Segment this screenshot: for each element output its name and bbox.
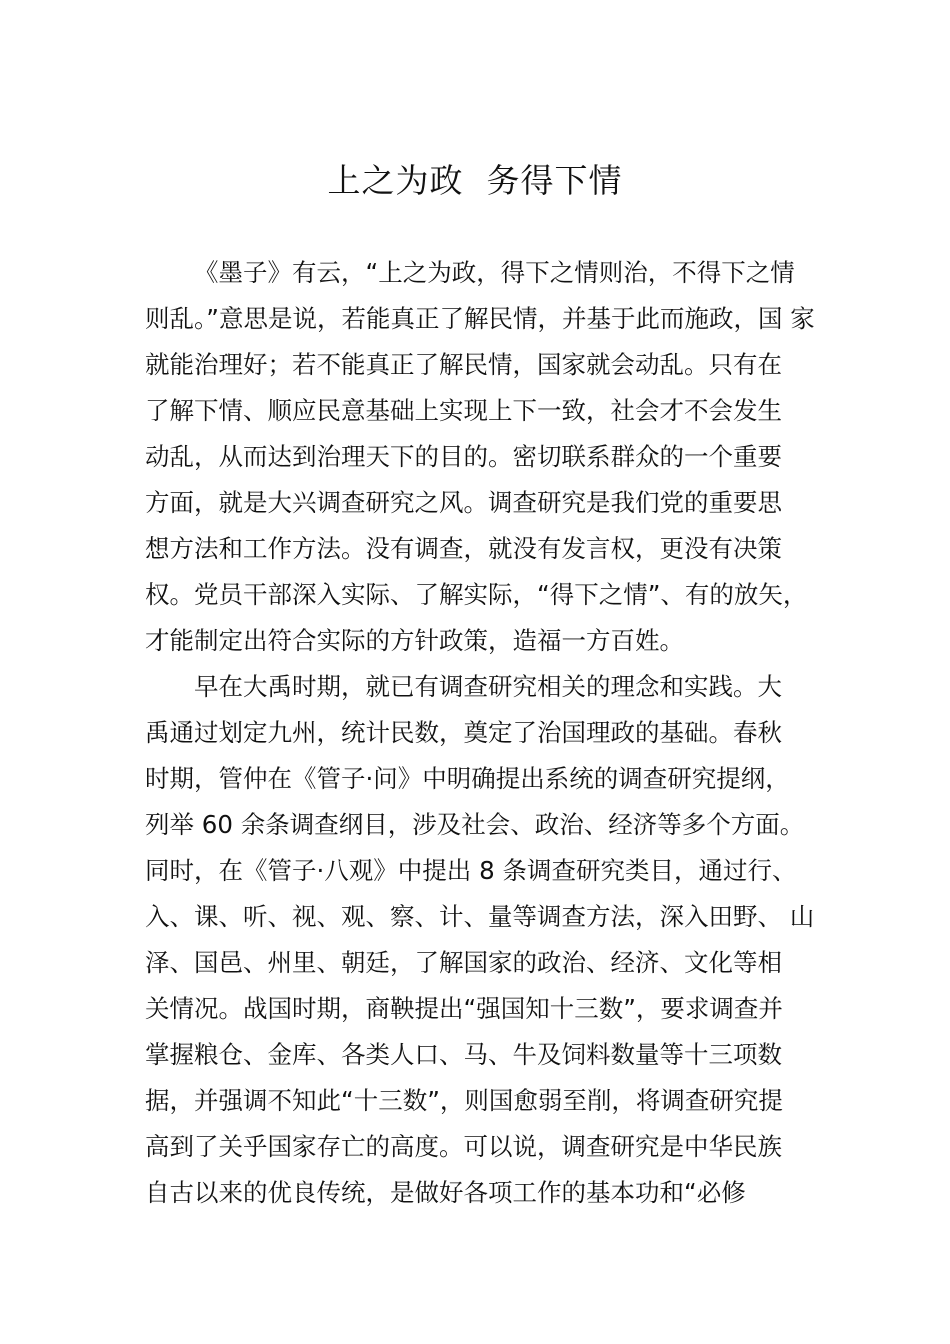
text-line: 才能制定出符合实际的方针政策，造福一方百姓。: [145, 626, 684, 655]
text-line: 了解下情、顺应民意基础上实现上下一致，社会才不会发生: [145, 396, 782, 425]
text-line: 泽、国邑、州里、朝廷，了解国家的政治、经济、文化等相: [145, 948, 782, 977]
text-line: 列举 60 余条调查纲目，涉及社会、政治、经济等多个方面。: [145, 810, 805, 839]
document-title: 上之为政 务得下情: [327, 161, 623, 200]
text-line: 则乱。”意思是说，若能真正了解民情，并基于此而施政，国 家: [145, 304, 815, 333]
text-line: 高到了关乎国家存亡的高度。可以说，调查研究是中华民族: [145, 1132, 782, 1161]
text-line: 时期，管仲在《管子·问》中明确提出系统的调查研究提纲，: [145, 764, 790, 793]
document-body: [145, 250, 845, 1216]
text-line: 同时，在《管子·八观》中提出 8 条调查研究类目，通过行、: [145, 856, 797, 885]
text-line: 《墨子》有云，“上之为政，得下之情则治，不得下之情: [194, 258, 795, 287]
text-line: 方面，就是大兴调查研究之风。调查研究是我们党的重要思: [145, 488, 782, 517]
text-line: 想方法和工作方法。没有调查，就没有发言权，更没有决策: [145, 534, 782, 563]
text-line: 就能治理好；若不能真正了解民情，国家就会动乱。只有在: [145, 350, 782, 379]
text-line: 掌握粮仓、金库、各类人口、马、牛及饲料数量等十三项数: [145, 1040, 782, 1069]
text-line: 权。党员干部深入实际、了解实际，“得下之情”、有的放矢，: [145, 580, 808, 609]
text-line: 禹通过划定九州，统计民数，奠定了治国理政的基础。春秋: [145, 718, 782, 747]
text-line: 动乱，从而达到治理天下的目的。密切联系群众的一个重要: [145, 442, 782, 471]
text-line: 关情况。战国时期，商鞅提出“强国知十三数”，要求调查并: [145, 994, 783, 1023]
paragraph-1: [145, 250, 845, 664]
text-line: 据，并强调不知此“十三数”，则国愈弱至削，将调查研究提: [145, 1086, 783, 1115]
paragraph-2: [145, 664, 845, 1216]
text-line: 早在大禹时期，就已有调查研究相关的理念和实践。大: [194, 672, 782, 701]
text-line: 入、课、听、视、观、察、计、量等调查方法，深入田野、 山: [145, 902, 815, 931]
text-line: 自古以来的优良传统，是做好各项工作的基本功和“必修: [145, 1178, 746, 1207]
